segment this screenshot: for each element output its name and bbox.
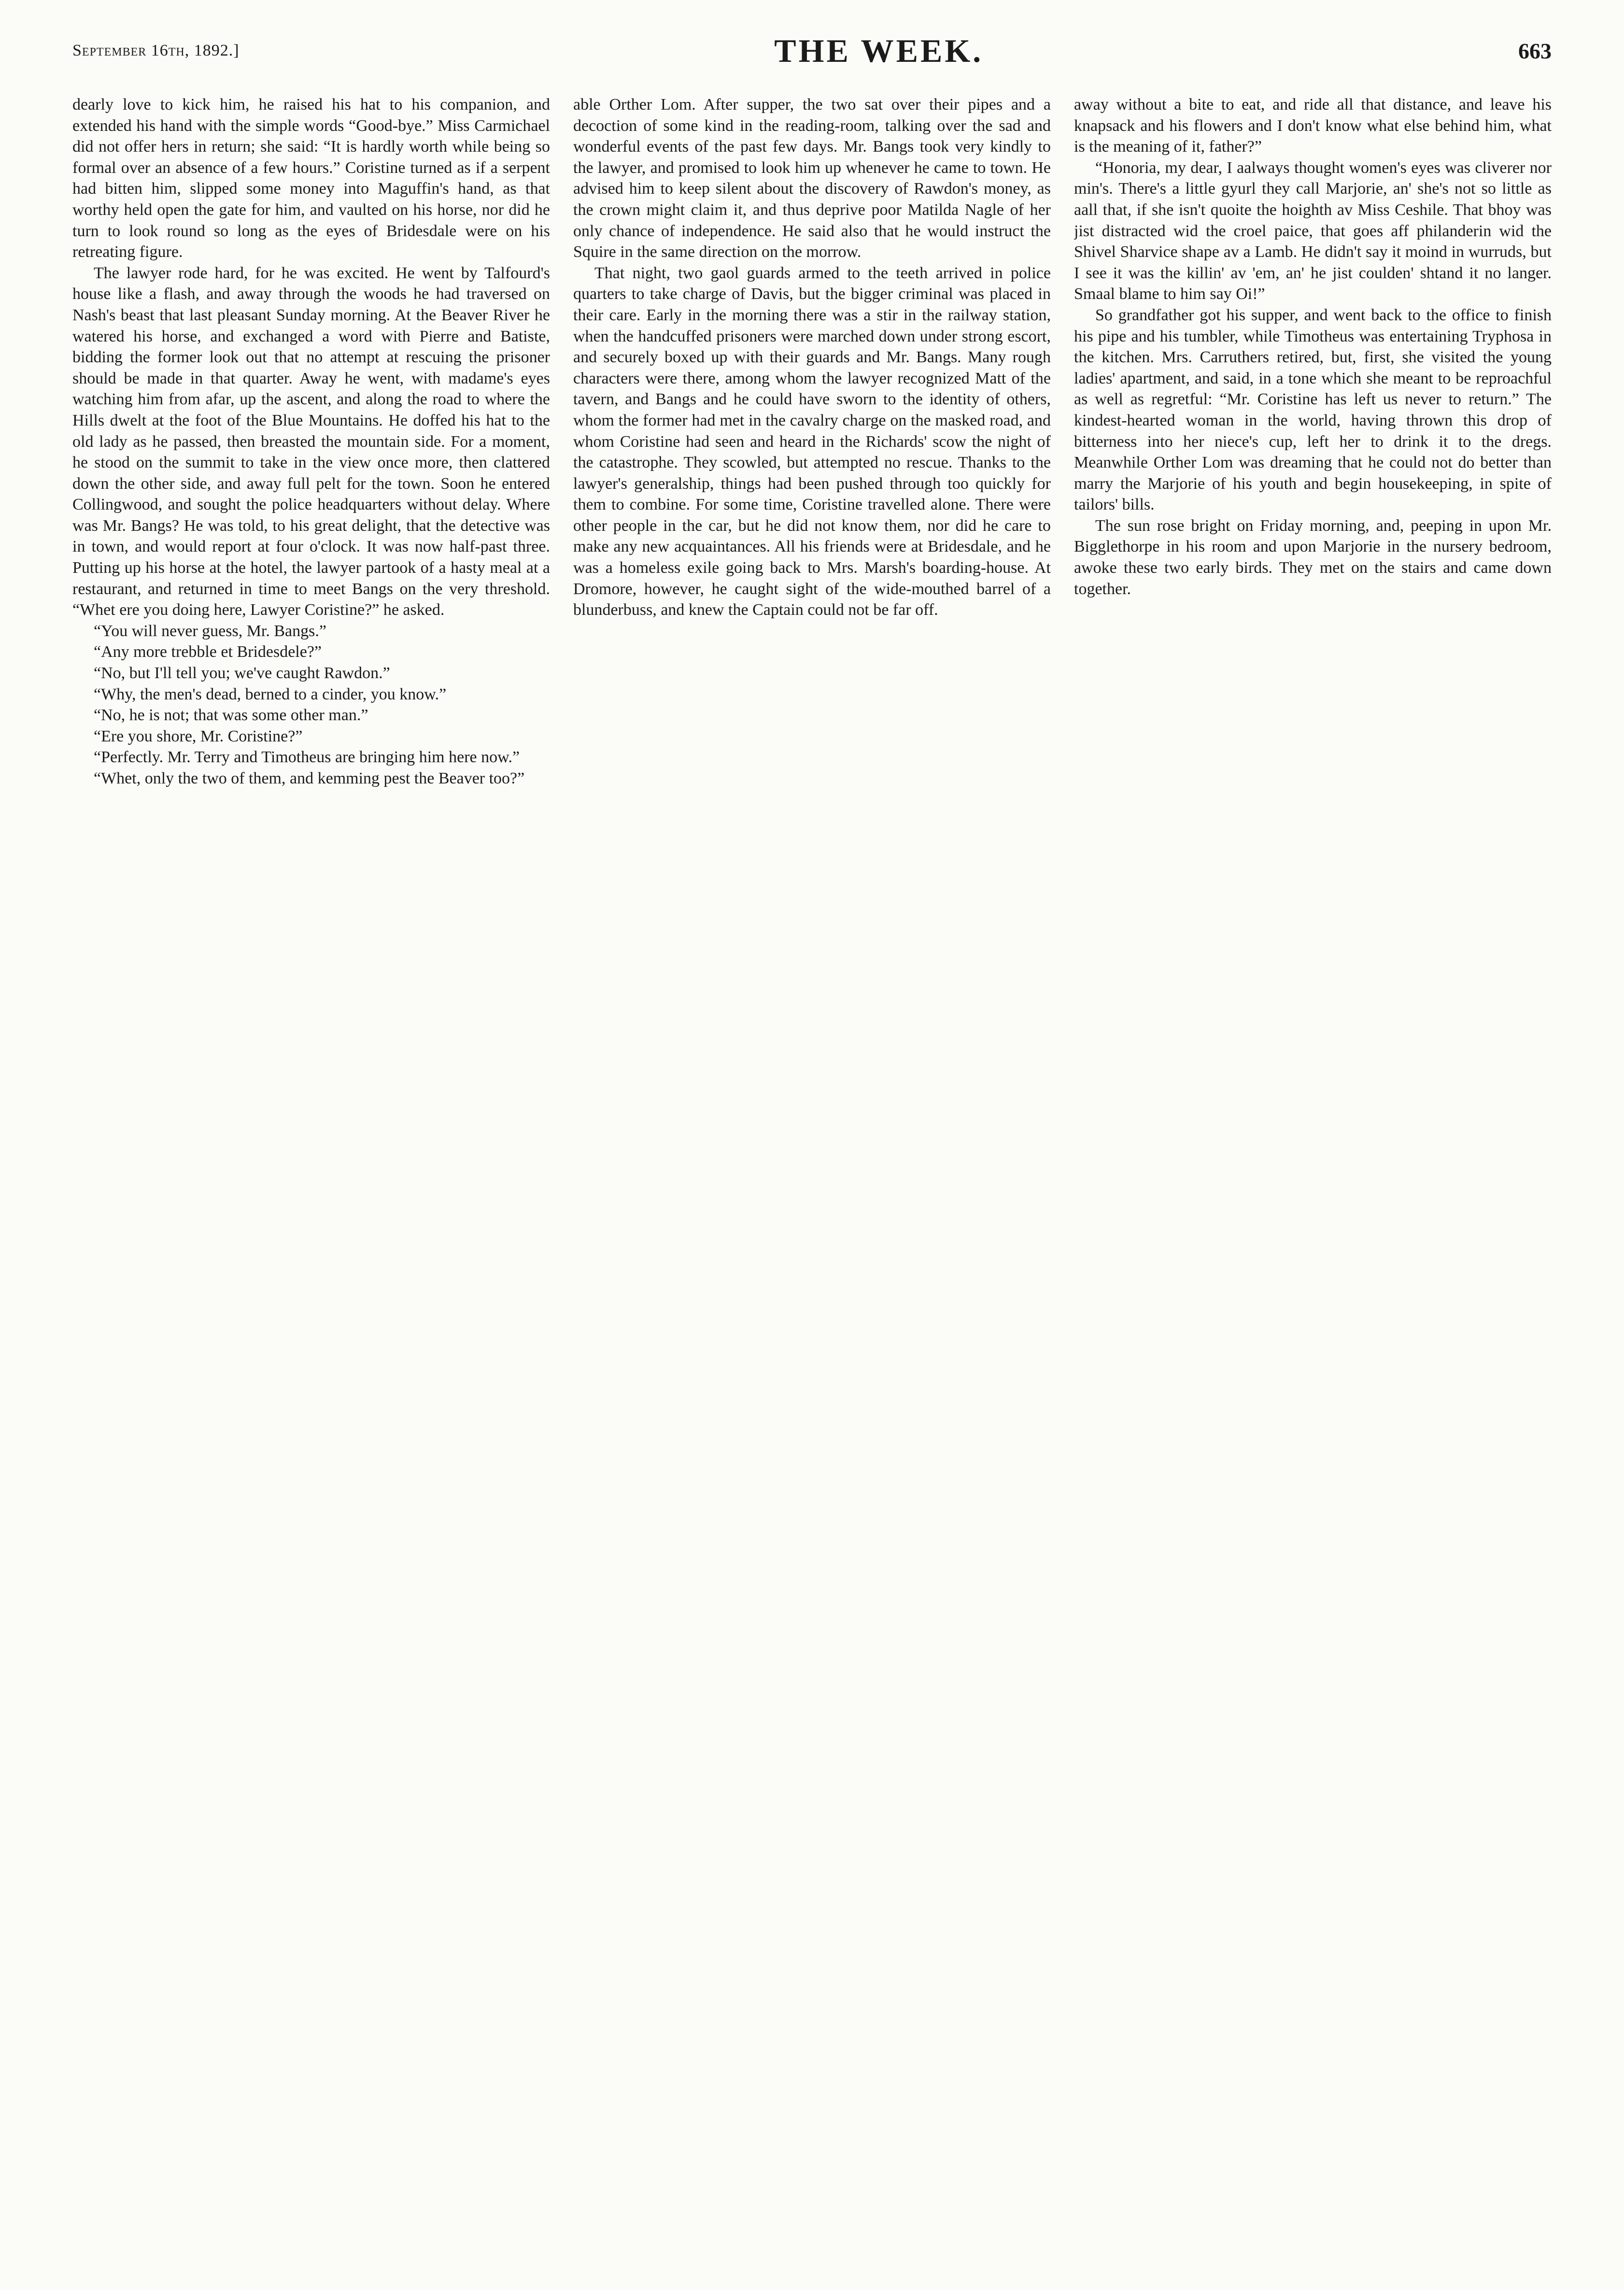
publication-title: THE WEEK. bbox=[774, 32, 984, 69]
paragraph: “Perfectly. Mr. Terry and Timotheus are bringing him here now.” bbox=[94, 748, 520, 767]
paragraph: “You will never guess, Mr. Bangs.” bbox=[94, 622, 326, 640]
page-number: 663 bbox=[1518, 38, 1552, 63]
paragraph: dearly love to kick him, he raised his hat to his companion, and extended his hand with the simple words “Good-bye.” Miss Carmichael did not offer hers in return; she said: “It is hardly worth while being so formal over an absence of a few hours.” Coristine turned as if a serpent had bitten him, slipped some money into Maguffin's hand, as that worthy held open the gate for him, and vaulted on his horse, nor did he turn to look round so long as the eyes of Bridesdale were on his retreating figure. bbox=[72, 96, 550, 261]
paragraph: “Any more trebble et Bridesdele?” bbox=[94, 643, 322, 661]
paragraph: away without a bite to eat, and ride all that distance, and leave his knapsack and his flowers and I don't know what else behind him, what is the meaning of it, father?” bbox=[1074, 96, 1552, 156]
paragraph: “Ere you shore, Mr. Coristine?” bbox=[94, 727, 303, 745]
page-header bbox=[72, 29, 1552, 72]
text-column-3 bbox=[1074, 94, 1552, 2145]
text-column-1 bbox=[72, 94, 550, 2145]
text-column-2 bbox=[573, 94, 1051, 2145]
paragraph: “Why, the men's dead, berned to a cinder, you know.” bbox=[94, 685, 447, 703]
paragraph: That night, two gaol guards armed to the teeth arrived in police quarters to take charge of Davis, but the bigger criminal was placed in their care. Early in the morning there was a stir in the railway station, when the handcuffed prisoners were marched down under strong escort, and securely boxed up with their guards and Mr. Bangs. Many rough characters were there, among whom the lawyer recognized Matt of the tavern, and Bangs and he could have sworn to the identity of others, whom the former had met in the cavalry charge on the masked road, and whom Coristine had seen and heard in the Richards' scow the night of the catastrophe. They scowled, but attempted no rescue. Thanks to the lawyer's generalship, things had been pushed through too quickly for them to combine. For some time, Coristine travelled alone. There were other people in the car, but he did not know them, nor did he care to make any new acquaintances. All his friends were at Bridesdale, and he was a homeless exile going back to Mrs. Marsh's boarding-house. At Dromore, however, he caught sight of the wide-mouthed barrel of a blunderbuss, and knew the Captain could not be far off. bbox=[573, 264, 1051, 619]
paragraph: The lawyer rode hard, for he was excited. He went by Talfourd's house like a flash, and away through the woods he had traversed on Nash's beast that last pleasant Sunday morning. At the Beaver River he watered his horse, and exchanged a word with Pierre and Batiste, bidding the former look out that no attempt at rescuing the prisoner should be made in that quarter. Away he went, with madame's eyes watching him from afar, up the ascent, and along the road to where the Hills dwelt at the foot of the Blue Mountains. He doffed his hat to the old lady as he passed, then breasted the mountain side. For a moment, he stood on the summit to take in the view once more, then clattered down the other side, and away full pelt for the town. Soon he entered Collingwood, and sought the police headquarters without delay. Where was Mr. Bangs? He was told, to his great delight, that the detective was in town, and would report at four o'clock. It was now half-past three. Putting up his horse at the hotel, the lawyer partook of a hasty meal at a restaurant, and returned in time to meet Bangs on the very threshold. “Whet ere you doing here, Lawyer Coristine?” he asked. bbox=[72, 264, 550, 619]
paragraph: “Whet, only the two of them, and kemming pest the Beaver too?” bbox=[94, 769, 525, 787]
paragraph: So grandfather got his supper, and went back to the office to finish his pipe and his tumbler, while Timotheus was entertaining Tryphosa in the kitchen. Mrs. Carruthers retired, but, first, she visited the young ladies' apartment, and said, in a tone which she meant to be reproachful as well as regretful: “Mr. Coristine has left us never to return.” The kindest-hearted woman in the world, having thrown this drop of bitterness into her niece's cup, left her to drink it to the dregs. Meanwhile Orther Lom was dreaming that he could not do better than marry the Marjorie of his youth and begin housekeeping, in spite of tailors' bills. bbox=[1074, 306, 1552, 514]
paragraph: “No, he is not; that was some other man.” bbox=[94, 706, 368, 725]
paragraph: “No, but I'll tell you; we've caught Rawdon.” bbox=[94, 664, 390, 683]
article-body bbox=[72, 94, 1552, 2145]
paragraph: able Orther Lom. After supper, the two sat over their pipes and a decoction of some kind in the reading-room, talking over the sad and wonderful events of the past few days. Mr. Bangs took very kindly to the lawyer, and promised to look him up whenever he came to town. He advised him to keep silent about the discovery of Rawdon's money, as the crown might claim it, and thus deprive poor Matilda Nagle of her only chance of independence. He said also that he would instruct the Squire in the same direction on the morrow. bbox=[573, 96, 1051, 261]
paragraph: The sun rose bright on Friday morning, and, peeping in upon Mr. Bigglethorpe in his room and upon Marjorie in the nursery bedroom, awoke these two early birds. They met on the stairs and came down together. bbox=[1074, 516, 1552, 598]
paragraph: “Honoria, my dear, I aalways thought women's eyes was cliverer nor min's. There's a little gyurl they call Marjorie, an' she's not so little as aall that, if she isn't quoite the hoighth av Miss Ceshile. That bhoy was jist distracted wid the croel paice, that goes aff philanderin wid the Shivel Sharvice shape av a Lamb. He didn't say it moind in wurruds, but I see it was the killin' av 'em, an' he jist coulden' shtand it no langer. Smaal blame to him say Oi!” bbox=[1074, 158, 1552, 303]
issue-date: September 16th, 1892.] bbox=[72, 42, 240, 59]
